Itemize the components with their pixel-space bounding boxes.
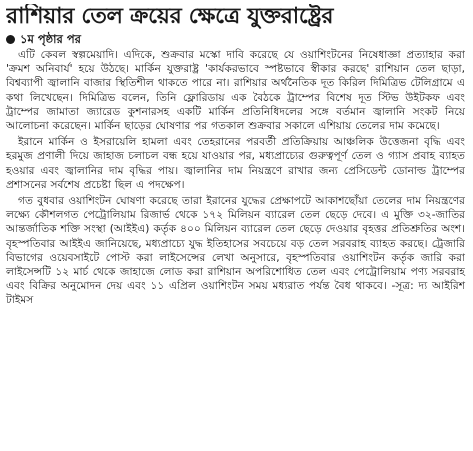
article-paragraph-1: এটি কেবল স্বল্পমেয়াদি। এদিকে, শুক্রবার মস্কো দাবি করেছে যে ওয়াশিংটনের নিষেধাজ্ঞা প্রত্যাহার করা 'ক্রমশ অনিবার্য' হয়ে উঠছে। মার্কিন যুক্তরাষ্ট্র 'কার্যকরভাবে স্পষ্টভাবে স্বীকার করছে' রাশিয়ান তেল ছাড়া, বিশ্বব্যাপী জ্বালানি বাজার স্থিতিশীল থাকতে পারে না। রাশিয়ার অর্থনৈতিক দূত কিরিল দিমিত্রিভ টেলিগ্রামে এ কথা লিখেছেন। দিমিত্রিভ বলেন, তিনি ফ্লোরিডায় এক বৈঠকে ট্রাম্পের বিশেষ দূত স্টিভ উইটকফ এবং ট্রাম্পের জামাতা জ্যারেড কুশনারসহ একটি মার্কিন প্রতিনিধিদলের সঙ্গে বর্তমান জ্বালানি সংকট নিয়ে আলোচনা করেছেন। মার্কিন ছাড়ের ঘোষণার পর গতকাল শুক্রবার সকালে এশিয়ায় তেলের দাম কমেছে।: [6, 49, 465, 133]
article-paragraph-3: গত বুধবার ওয়াশিংটন ঘোষণা করেছে তারা ইরানের যুদ্ধের প্রেক্ষাপটে আকাশছোঁয়া তেলের দাম নিয়ন্ত্রণের লক্ষ্যে কৌশলগত পেট্রোলিয়াম রিজার্ভ থেকে ১৭২ মিলিয়ন ব্যারেল তেল ছেড়ে দেবে। এ মুক্তি ৩২-জাতির আন্তর্জাতিক শক্তি সংস্থা (আইইএ) কর্তৃক ৪০০ মিলিয়ন ব্যারেল তেল ছেড়ে দেওয়ার বৃহত্তর প্রতিশ্রুতির অংশ। বৃহস্পতিবার আইইএ জানিয়েছে, মধ্যপ্রাচ্যে যুদ্ধ ইতিহাসের সবচেয়ে বড় তেল সরবরাহ ব্যাহত করছে। ট্রেজারি বিভাগের ওয়েবসাইটে পোস্ট করা লাইসেন্সের লেখা অনুসারে, বৃহস্পতিবার ওয়াশিংটন কর্তৃক জারি করা লাইসেন্সটি ১২ মার্চ থেকে জাহাজে লোড করা রাশিয়ান অপরিশোধিত তেল এবং পেট্রোলিয়াম পণ্য সরবরাহ এবং বিক্রির অনুমোদন দেয় এবং ১১ এপ্রিল ওয়াশিংটন সময় মধ্যরাত পর্যন্ত বৈধ থাকবে। -সূত্র: দ্য আইরিশ টাইমস: [6, 195, 465, 307]
bullet-icon: [6, 35, 15, 44]
article-paragraph-2: ইরানে মার্কিন ও ইসরায়েলি হামলা এবং তেহরানের পরবর্তী প্রতিক্রিয়ায় আঞ্চলিক উত্তেজনা বৃদ্ধি এবং হরমুজ প্রণালী দিয়ে জাহাজ চলাচল বন্ধ হয়ে যাওয়ার পর, মধ্যপ্রাচ্যের গুরুত্বপূর্ণ তেল ও গ্যাস প্রবাহ ব্যাহত হওয়ার এবং জ্বালানির দাম বৃদ্ধির পায়। জ্বালানির দাম নিয়ন্ত্রণে রাখার জন্য প্রেসিডেন্ট ডোনাল্ড ট্রাম্পের প্রশাসনের সর্বশেষ প্রচেষ্টা ছিল এ পদক্ষেপ।: [6, 136, 465, 191]
continued-from-line: [6, 32, 465, 47]
continued-from-label: ১ম পৃষ্ঠার পর: [20, 32, 81, 46]
headline: রাশিয়ার তেল ক্রয়ের ক্ষেত্রে যুক্তরাষ্ট্রের: [6, 4, 334, 29]
